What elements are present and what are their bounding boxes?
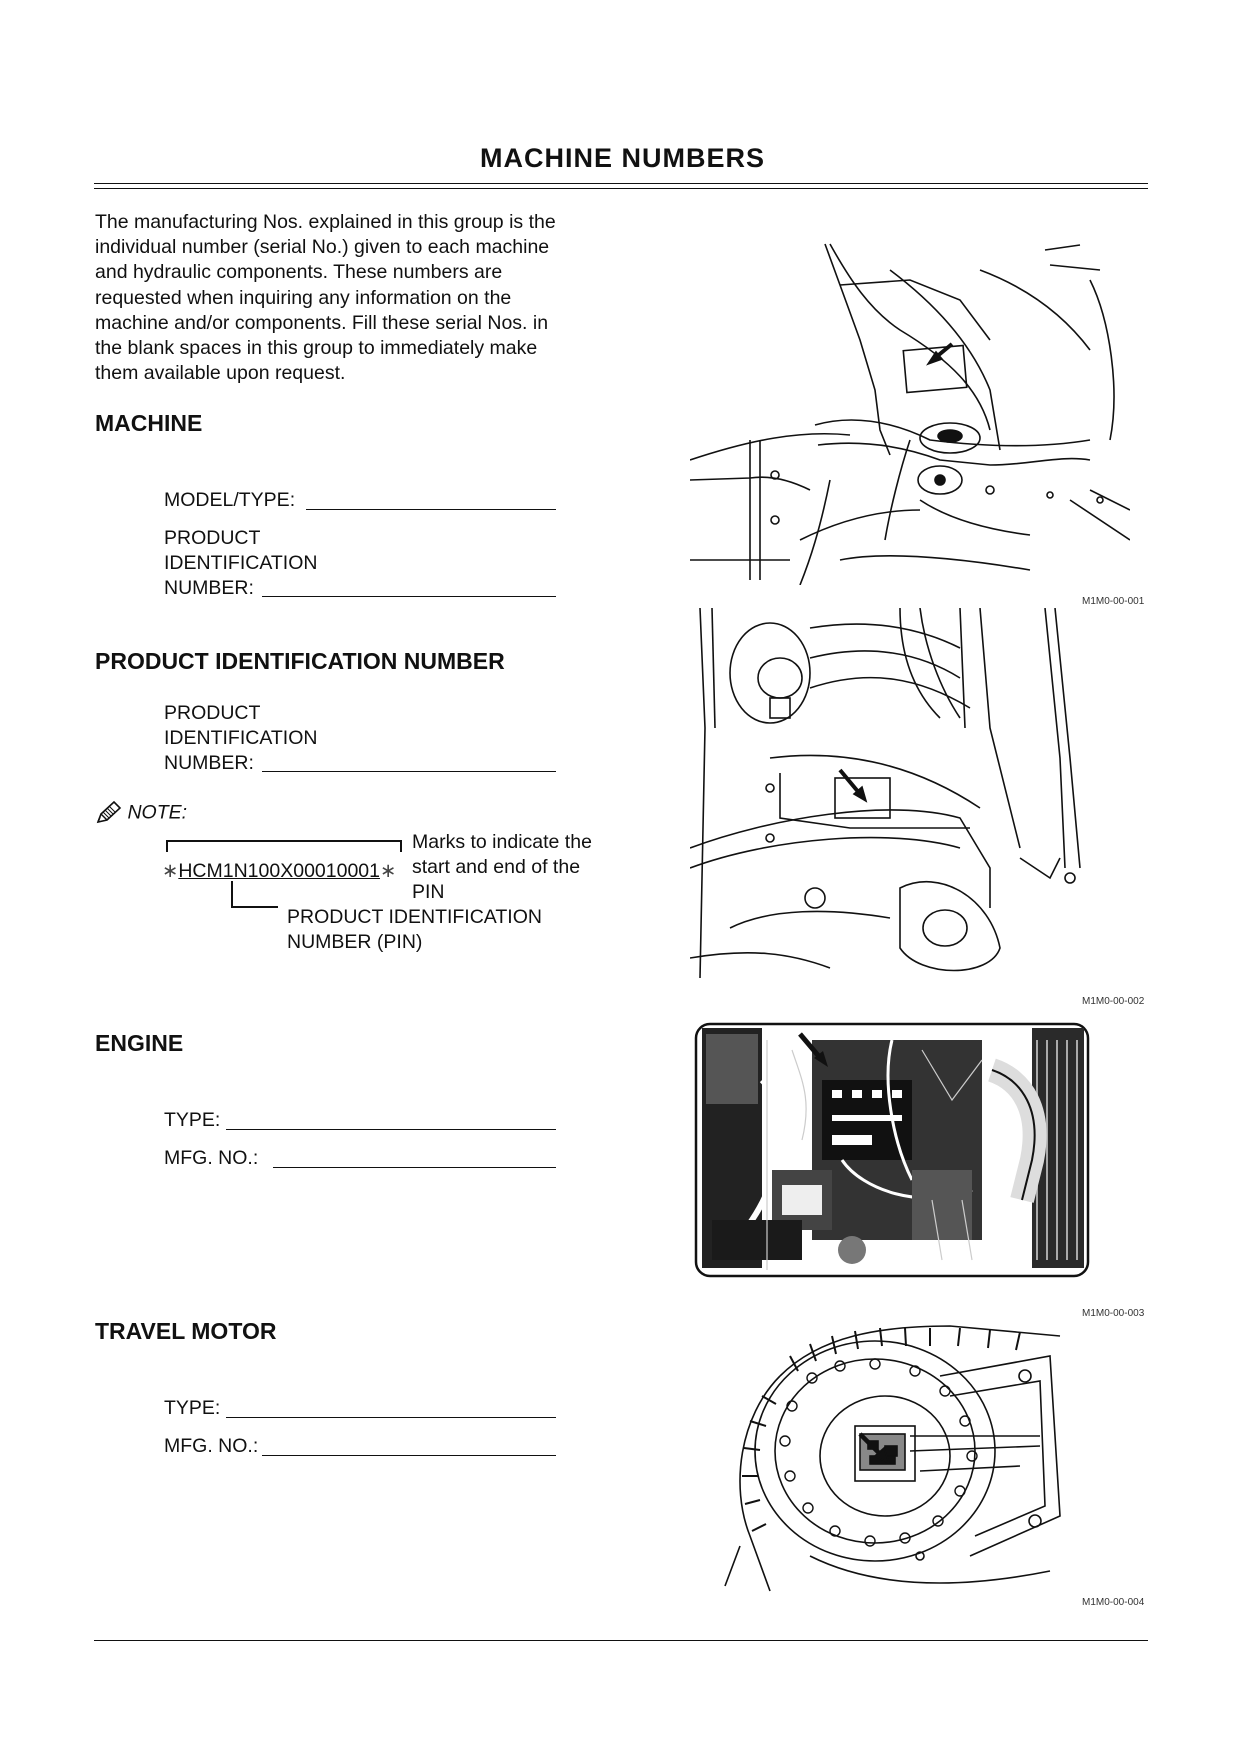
travel-motor-plate-figure xyxy=(720,1316,1090,1596)
pin-field[interactable] xyxy=(262,759,556,773)
machine-plate-figure xyxy=(690,240,1130,585)
note-label: NOTE: xyxy=(127,801,188,824)
engine-type-label: TYPE: xyxy=(164,1109,221,1131)
pin-description xyxy=(287,905,542,955)
label-line: IDENTIFICATION xyxy=(164,727,318,749)
note-block xyxy=(95,800,187,826)
end-mark: ∗ xyxy=(379,860,397,882)
label-line: PRODUCT xyxy=(164,702,261,724)
intro-line: and hydraulic components. These numbers are xyxy=(95,261,503,284)
figure-caption-4: M1M0-00-004 xyxy=(1082,1597,1145,1608)
marks-description xyxy=(412,830,592,905)
engine-type-field[interactable] xyxy=(226,1117,556,1131)
label-line: NUMBER: xyxy=(164,752,254,774)
machine-pin-field[interactable] xyxy=(262,584,556,598)
start-mark: ∗ xyxy=(162,860,179,882)
marks-line: start and end of the xyxy=(412,856,581,878)
travel-mfg-field[interactable] xyxy=(262,1443,556,1457)
travel-motor-heading: TRAVEL MOTOR xyxy=(95,1318,277,1344)
label-line: IDENTIFICATION xyxy=(164,552,318,574)
machine-heading: MACHINE xyxy=(95,410,203,436)
marks-line: PIN xyxy=(412,881,445,903)
model-type-field[interactable] xyxy=(306,497,556,511)
footer-rule xyxy=(94,1640,1148,1641)
travel-type-field[interactable] xyxy=(226,1405,556,1419)
pin-desc-line: NUMBER (PIN) xyxy=(287,931,423,953)
label-line: PRODUCT xyxy=(164,527,261,549)
pin-desc-line: PRODUCT IDENTIFICATION xyxy=(287,906,542,928)
label-line: NUMBER: xyxy=(164,577,254,599)
title-rule xyxy=(94,183,1148,184)
intro-line: requested when inquiring any information on the xyxy=(95,286,512,309)
model-type-label: MODEL/TYPE: xyxy=(164,489,296,511)
title-rule-thin xyxy=(94,188,1148,189)
marks-line: Marks to indicate the xyxy=(412,831,592,853)
engine-plate-figure xyxy=(692,1020,1092,1280)
travel-type-label: TYPE: xyxy=(164,1397,221,1419)
travel-mfg-label: MFG. NO.: xyxy=(164,1435,259,1457)
engine-mfg-label: MFG. NO.: xyxy=(164,1147,259,1169)
intro-line: The manufacturing Nos. explained in this group is the xyxy=(95,211,556,233)
pin-example xyxy=(162,859,396,883)
pin-plate-figure xyxy=(690,608,1110,983)
engine-heading: ENGINE xyxy=(95,1030,184,1056)
page-title: MACHINE NUMBERS xyxy=(480,143,765,173)
engine-mfg-field[interactable] xyxy=(273,1155,556,1169)
intro-line: individual number (serial No.) given to each machine xyxy=(95,236,550,259)
intro-paragraph xyxy=(95,210,615,386)
pencil-note-icon xyxy=(95,800,123,826)
figure-caption-3: M1M0-00-003 xyxy=(1082,1308,1145,1319)
pin-example-number: HCM1N100X00010001 xyxy=(178,860,380,882)
intro-line: the blank spaces in this group to immediately make xyxy=(95,337,538,360)
figure-caption-1: M1M0-00-001 xyxy=(1082,596,1145,607)
intro-line: them available upon request. xyxy=(95,362,346,385)
figure-caption-2: M1M0-00-002 xyxy=(1082,996,1145,1007)
intro-line: machine and/or components. Fill these serial Nos. in xyxy=(95,311,549,334)
pin-heading: PRODUCT IDENTIFICATION NUMBER xyxy=(95,648,505,674)
